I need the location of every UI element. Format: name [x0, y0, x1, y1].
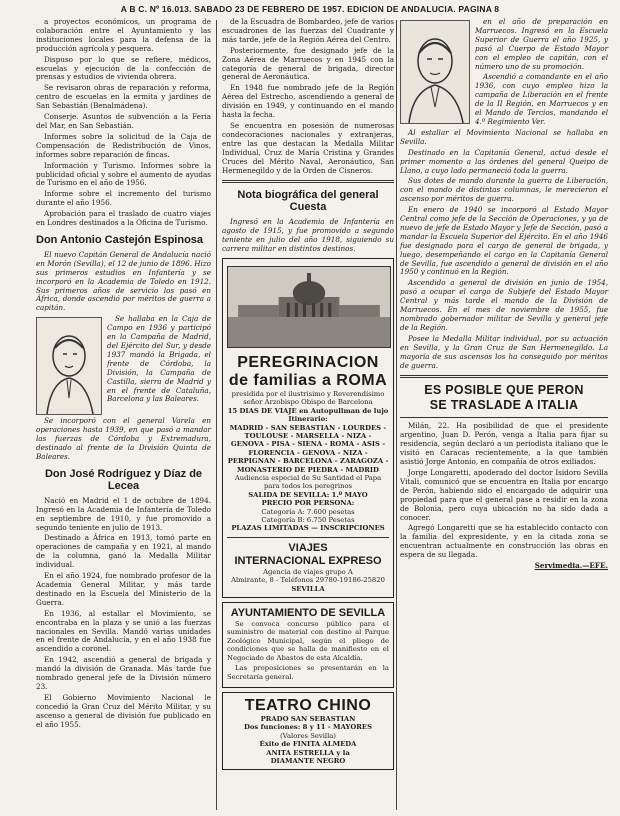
peron-paragraph: Milán, 22. Ha posibilidad de que el presidente argentino, Juan D. Perón, venga a Italia para fijar su residencia, según declaró a un periodista italiano que le visitó en Caracas recientemente, a la que también asistió Jorge Antonio, en compañía de otros exiliados. [400, 421, 608, 467]
rodriguez-paragraph: El Gobierno Movimiento Nacional le concedió la Gran Cruz del Mérito Militar, y su ascenso a general de división fue publicado en el año 1955. [36, 692, 211, 729]
intro-paragraph: Información y Turismo. Informes sobre la publicidad oficial y sobre el aumento de ayudas de Turismo en el año de 1956. [36, 160, 211, 188]
rodriguez-paragraph: En 1936, al estallar el Movimiento, se encontraba en la plaza y se unió a las fuerzas nacionales en Sevilla. Mandó varias unidades en el frente de Andalucía, y en el año 1938 fue ascendido a coronel. [36, 608, 211, 654]
peron-paragraph: Agregó Longaretti que se ha establecido contacto con la familia del expresidente, y en la citada zona se encuentran actualmente en construcción las obras en espera de su llegada. [400, 523, 608, 560]
general-bio-paragraph: Ascendido a general de división en junio de 1954, pasó a ocupar el cargo de Subjefe del Estado Mayor Central y más tarde el mando de la División de Marruecos. En el mes de noviembre de 1955, fue nombrado gobernador militar de Sevilla y general jefe de la Región. [400, 278, 608, 332]
pilgrimage-presided: presidida por el ilustrísimo y Reverendísimo señor Arzobispo Obispo de Barcelona [231, 389, 385, 407]
peron-headline-1: ES POSIBLE QUE PERON [424, 383, 584, 398]
castejon-paragraph: Se incorporó con el general Varela en operaciones hasta 1939, en que pasó a mandar las fuerzas de Córdoba y Extremadura, destinado al frente de la División Quinta de Baleares. [36, 416, 211, 461]
aviation-paragraph: de la Escuadra de Bombardeo, jefe de varios escuadrones de las fuerzas del Cuadrante y más tarde, jefe de la Región Aérea del Centro. [222, 17, 394, 44]
teatro-times: Dos funciones: 8 y 11 - MAYORES [243, 723, 373, 732]
price-category-b: Categoría B: 6.750 Pesetas [261, 516, 355, 525]
pilgrimage-ad [222, 258, 394, 598]
rodriguez-paragraph: En 1942, ascendió a general de brigada y mandó la división de Granada. Más tarde fue nombrado general jefe de la División número 23. [36, 655, 211, 691]
peron-paragraph: Jorge Longaretti, apoderado del doctor Isidoro Sevilla Vitali, comunicó que se encuentra en Italia por encargo de Perón, habiendo sido el encargado de adquirir una propiedad para que el general pase a residir en la zona de Bolonia, pero cuya ubicación no ha sido dada a conocer. [400, 467, 608, 522]
agency-address: Almirante, 8 - Teléfonos 29780-19186-25820 [231, 576, 385, 585]
aviation-paragraph: Posteriormente, fue designado jefe de la Zona Aérea de Marruecos y en 1945 con la categoría de general de brigada, director general de Aeronáutica. [222, 45, 394, 82]
itinerary: MADRID - SAN SEBASTIAN - LOURDES - TOULOUSE - MARSELLA - NIZA - GENOVA - PISA - SIENA - ROMA - ASIS - FLORENCIA - GENOVA - NIZA - PERPIGNAN - BARCELONA - ZARAGOZA - MONASTERIO DE PIEDRA - MADRID [227, 423, 389, 474]
teatro-line: ANITA ESTRELLA y la [266, 748, 350, 757]
intro-paragraph: Se revisaron obras de reparación y reforma, centro de escuelas en la ermita y jardines de San Sebastián (Benalmádena). [36, 83, 211, 111]
castejon-heading: Don Antonio Castejón Espinosa [36, 233, 204, 246]
intro-paragraph: Aprobación para el traslado de cuatro viajes en Londres destinados a la Oficina de Turismo. [36, 209, 211, 228]
column-2 [222, 18, 394, 774]
teatro-line: DIAMANTE NEGRO [270, 756, 346, 765]
column-divider-2 [396, 20, 397, 810]
rodriguez-heading: Don José Rodríguez y Díaz de Lecea [44, 467, 203, 492]
agency-city: SEVILLA [291, 584, 325, 593]
aviation-paragraph: En 1948 fue nombrado jefe de la Región Aérea del Estrecho, ascendiendo a general de división en 1949, y continuando en el mando hasta la fecha. [222, 83, 394, 120]
castejon-portrait [36, 317, 102, 415]
cuesta-heading: Nota biográfica del general Cuesta [237, 189, 379, 214]
general-bio-paragraph: Posee la Medalla Militar individual, por su actuación en Sevilla, y la Gran Cruz de San Hermenegildo. La mayoría de sus ascensos los ha conseguido por méritos de guerra. [400, 333, 608, 370]
general-bio-paragraph: Ascendió a comandante en el año 1936, con cuyo empleo hizo la campaña de Liberación en el frente de la II Región, en Marruecos y en el Mando de Tercios, mandando el 4.º Regimiento Ver. [475, 72, 608, 126]
general-bio-paragraph: Sus dotes de mando durante la guerra de Liberación, con el mando de distintas columnas, le merecieron el ascenso por méritos de guerra. [400, 176, 608, 204]
general-portrait [400, 20, 470, 124]
departure-date: SALIDA DE SEVILLA: 1.º MAYO [248, 490, 368, 499]
intro-paragraph: Conserje. Asuntos de subvención a la Feria del Mar, en San Sebastián. [36, 112, 211, 130]
news-source: Servimedia.—EFE. [534, 561, 608, 571]
intro-block [36, 18, 211, 228]
divider [227, 537, 389, 538]
agency-name: INTERNACIONAL EXPRESO [234, 554, 382, 567]
cuesta-paragraph: Ingresó en la Academia de Infantería en agosto de 1915, y fue promovido a segundo teniente en julio del año 1918, siguiendo su carrera militar en distintos destinos. [222, 217, 394, 254]
price-label: PRECIO POR PERSONA: [261, 499, 355, 508]
papal-audience: Audiencia especial de Su Santidad el Papa para todos los peregrinos [234, 474, 382, 491]
ayuntamiento-notice [222, 602, 394, 688]
rodriguez-paragraph: Destinado a África en 1913, tomó parte en operaciones de campaña y en 1921, al mando de la columna, ganó la Medalla Militar individual. [36, 533, 211, 570]
castejon-paragraph: Se hallaba en la Caja de Campo en 1936 y participó en la Campaña de Madrid, del Ejército del Sur, y desde 1937 mandó la Brigada, el frente de Córdoba, la División, la Campaña de Castilla, sierra de Madrid y en el frente de Cataluña, Barcelona y las Baleares. [107, 314, 211, 404]
itinerary-label: Itinerario: [288, 415, 328, 424]
teatro-line: Éxito de FINITA ALMEDA [259, 740, 357, 749]
general-bio-paragraph: Destinado en la Capitanía General, actuó desde el primer momento a las órdenes del general Queipo de Llano, a cuyo lado permaneció toda la guerra. [400, 147, 608, 175]
teatro-title: TEATRO CHINO [244, 696, 372, 714]
price-category-a: Categoría A: 7.600 pesetas [261, 507, 355, 516]
agency-viajes: VIAJES [288, 541, 328, 554]
teatro-location: PRADO SAN SEBASTIAN [260, 714, 356, 723]
rodriguez-paragraph: En el año 1924, fue nombrado profesor de la Academia General Militar, y más tarde destinado en la Escuela del Ministerio de la Guerra. [36, 571, 211, 607]
castejon-lead: El nuevo Capitán General de Andalucía nació en Morón (Sevilla), el 12 de junio de 1896. Hizo sus primeros estudios en Infantería y se incorporó en la Academia de Toledo en 1912. Sus primeros años de servicio los pasó en África, donde ascendió por méritos de guerra a capitán. [36, 249, 211, 313]
limited-places: PLAZAS LIMITADAS — INSCRIPCIONES [231, 524, 385, 533]
divider [222, 180, 394, 183]
peron-headline-2: SE TRASLADE A ITALIA [429, 398, 579, 413]
teatro-note: (Valores Sevilla) [280, 731, 336, 740]
general-bio-paragraph: En enero de 1940 se incorporó al Estado Mayor Central como jefe de la Sección de Operaciones, y ya de nuevo de jefe de Estado Mayor y Jefe de Sección, pasó a mandar la Escuela Superior del Ejército. En el año 1946 fue designado para el cargo de general de brigada, y luego, desempeñando el cargo en la Capitanía General de Sevilla, fue ascendido a general de división en el año 1950 y continuó en la Región. [400, 205, 608, 277]
teatro-chino-ad [222, 692, 394, 770]
pilgrimage-subtitle: de familias a ROMA [228, 371, 388, 389]
ayuntamiento-extra: Las proposiciones se presentarán en la Secretaría general. [227, 664, 389, 681]
pilgrimage-title: PEREGRINACION [237, 353, 379, 371]
column-divider-1 [216, 20, 217, 810]
page-header: A B C. Nº 16.013. SABADO 23 DE FEBRERO DE 1957. EDICION DE ANDALUCIA. PAGINA 8 [120, 4, 500, 14]
rome-basilica-photo [227, 266, 391, 348]
pilgrimage-duration: 15 DIAS DE VIAJE en Autopullman de lujo [227, 406, 389, 415]
intro-paragraph: Informe sobre el incremento del turismo durante el año 1956. [36, 189, 211, 208]
intro-paragraph: a proyectos económicos, un programa de colaboración entre el Ayuntamiento y las instituciones locales para la defensa de la producción agrícola y pesquera. [36, 17, 211, 53]
intro-paragraph: Dispuso por lo que se refiere, médicos, escuelas y ejecución de la confección de prensas y estudios de vivienda obrera. [36, 54, 211, 82]
general-bio-paragraph: en el año de preparación en Marruecos. Ingresó en la Escuela Superior de Guerra el año 1925, y pasó al Cuerpo de Estado Mayor con el empleo de capitán, con el número uno de su promoción. [475, 17, 608, 71]
column-3 [400, 18, 608, 571]
agency-note: Agencia de viajes grupo A [263, 567, 353, 576]
divider [400, 375, 608, 378]
general-bio-paragraph: Al estallar el Movimiento Nacional se hallaba en Sevilla. [400, 127, 608, 146]
aviation-paragraph: Se encuentra en posesión de numerosas condecoraciones nacionales y extranjeras, entre las que destacan la Medalla Militar Individual, Cruz de María Cristina y Grandes Cruces del Mérito Naval, Aeronáutico, San Hermenegildo y de la Orden de Cisneros. [222, 120, 394, 175]
column-1 [36, 18, 211, 731]
rodriguez-paragraph: Nació en Madrid el 1 de octubre de 1894. Ingresó en la Academia de Infantería de Toledo en septiembre de 1910, y fue promovido a segundo teniente en julio de 1913. [36, 495, 211, 532]
ayuntamiento-text: Se convoca concurso público para el suministro de material con destino al Parque Zoológico Municipal, según el pliego de condiciones que se halla de manifiesto en el Negociado de Abastos de esta Alcaldía. [227, 620, 389, 662]
intro-paragraph: Informes sobre la solicitud de la Caja de Compensación de Redistribución de Vinos, informes sobre reparación de fincas. [36, 131, 211, 159]
ayuntamiento-title: AYUNTAMIENTO DE SEVILLA [230, 607, 386, 620]
divider [400, 417, 608, 418]
